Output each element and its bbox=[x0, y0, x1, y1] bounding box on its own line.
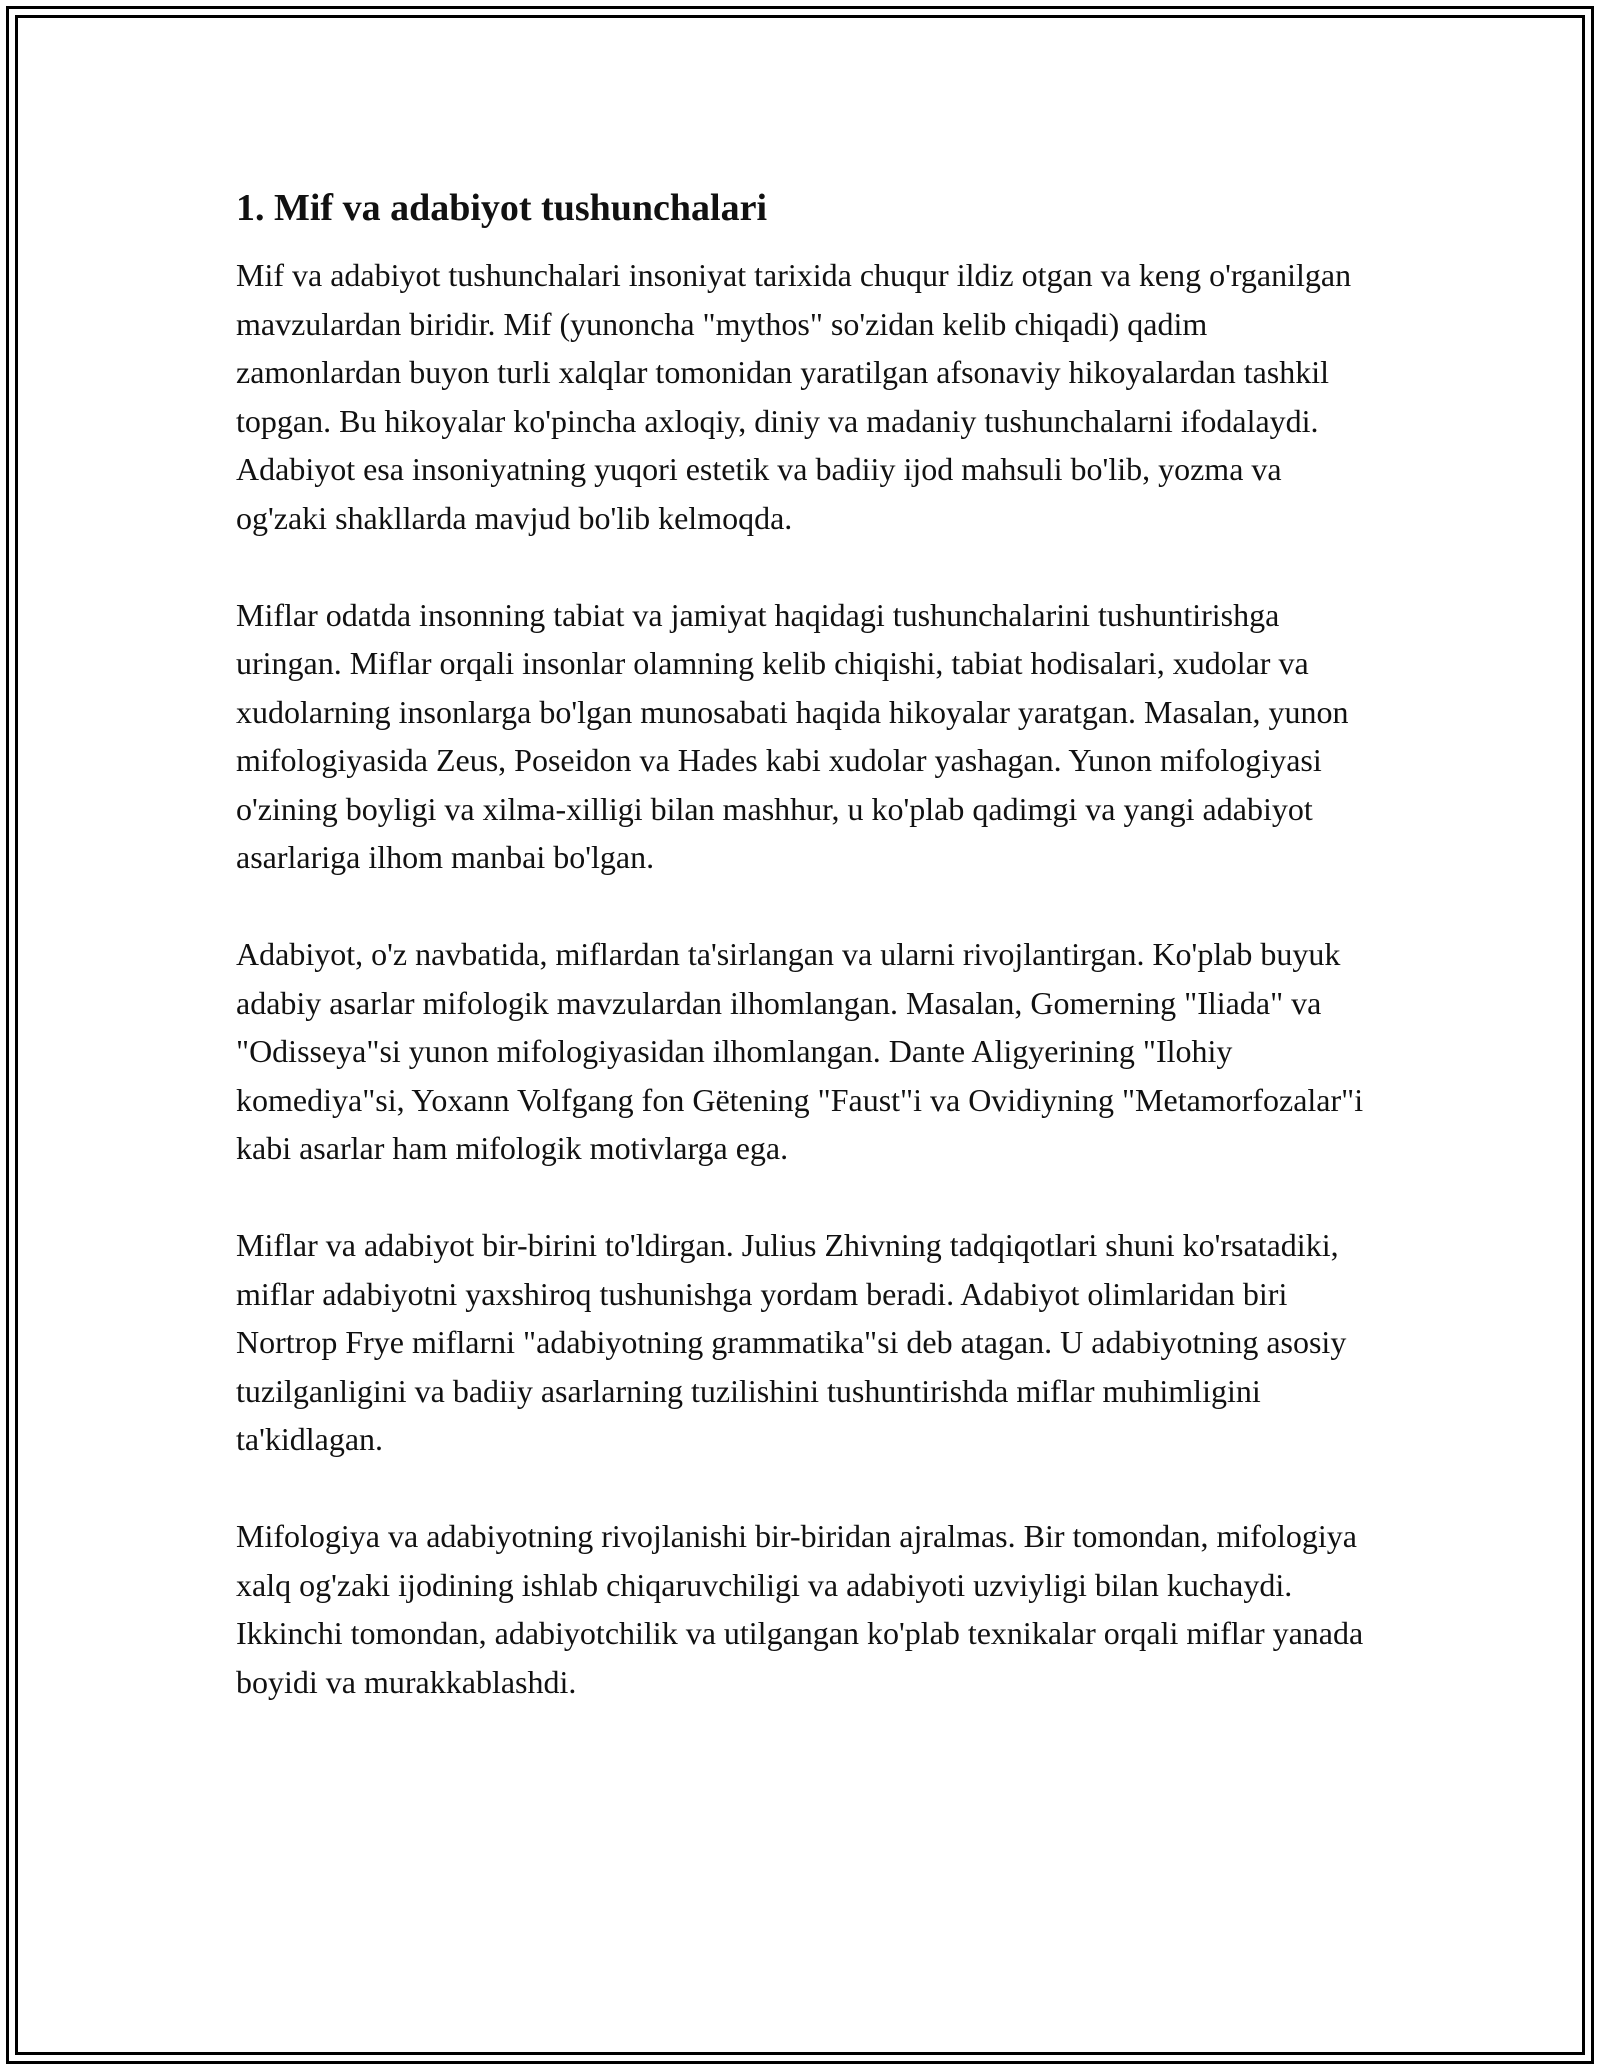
paragraph-3: Adabiyot, o'z navbatida, miflardan ta'sirlangan va ularni rivojlantirgan. Ko'plab buyuk adabiy asarlar mifologik mavzulardan ilhomlangan. Masalan, Gomerning "Iliada" va "Odisseya"si yunon mifologiyasidan ilhomlangan. Dante Aligyerining "Ilohiy komediya"si, Yoxann Volfgang fon Gëtening "Faust"i va Ovidiyning "Metamorfozalar"i kabi asarlar ham mifologik motivlarga ega. bbox=[236, 936, 1364, 1166]
document-body bbox=[236, 185, 1376, 1755]
section-heading: 1. Mif va adabiyot tushunchalari bbox=[236, 187, 768, 229]
paragraph-4: Miflar va adabiyot bir-birini to'ldirgan. Julius Zhivning tadqiqotlari shuni ko'rsatadiki, miflar adabiyotni yaxshiroq tushunishga yordam beradi. Adabiyot olimlaridan biri Nortrop Frye miflarni "adabiyotning grammatika"si deb atagan. U adabiyotning asosiy tuzilganligini va badiiy asarlarning tuzilishini tushuntirishda miflar muhimligini ta'kidlagan. bbox=[236, 1227, 1347, 1457]
paragraph-5: Mifologiya va adabiyotning rivojlanishi bir-biridan ajralmas. Bir tomondan, mifologiya xalq og'zaki ijodining ishlab chiqaruvchiligi va adabiyoti uzviyligi bilan kuchaydi. Ikkinchi tomondan, adabiyotchilik va utilgangan ko'plab texnikalar orqali miflar yanada boyidi va murakkablashdi. bbox=[236, 1518, 1364, 1700]
paragraph-1: Mif va adabiyot tushunchalari insoniyat tarixida chuqur ildiz otgan va keng o'rganilgan mavzulardan biridir. Mif (yunoncha "mythos" so'zidan kelib chiqadi) qadim zamonlardan buyon turli xalqlar tomonidan yaratilgan afsonaviy hikoyalardan tashkil topgan. Bu hikoyalar ko'pincha axloqiy, diniy va madaniy tushunchalarni ifodalaydi. Adabiyot esa insoniyatning yuqori estetik va badiiy ijod mahsuli bo'lib, yozma va og'zaki shakllarda mavjud bo'lib kelmoqda. bbox=[236, 257, 1352, 536]
paragraph-2: Miflar odatda insonning tabiat va jamiyat haqidagi tushunchalarini tushuntirishga uringan. Miflar orqali insonlar olamning kelib chiqishi, tabiat hodisalari, xudolar va xudolarning insonlarga bo'lgan munosabati haqida hikoyalar yaratgan. Masalan, yunon mifologiyasida Zeus, Poseidon va Hades kabi xudolar yashagan. Yunon mifologiyasi o'zining boyligi va xilma-xilligi bilan mashhur, u ko'plab qadimgi va yangi adabiyot asarlariga ilhom manbai bo'lgan. bbox=[236, 596, 1349, 875]
